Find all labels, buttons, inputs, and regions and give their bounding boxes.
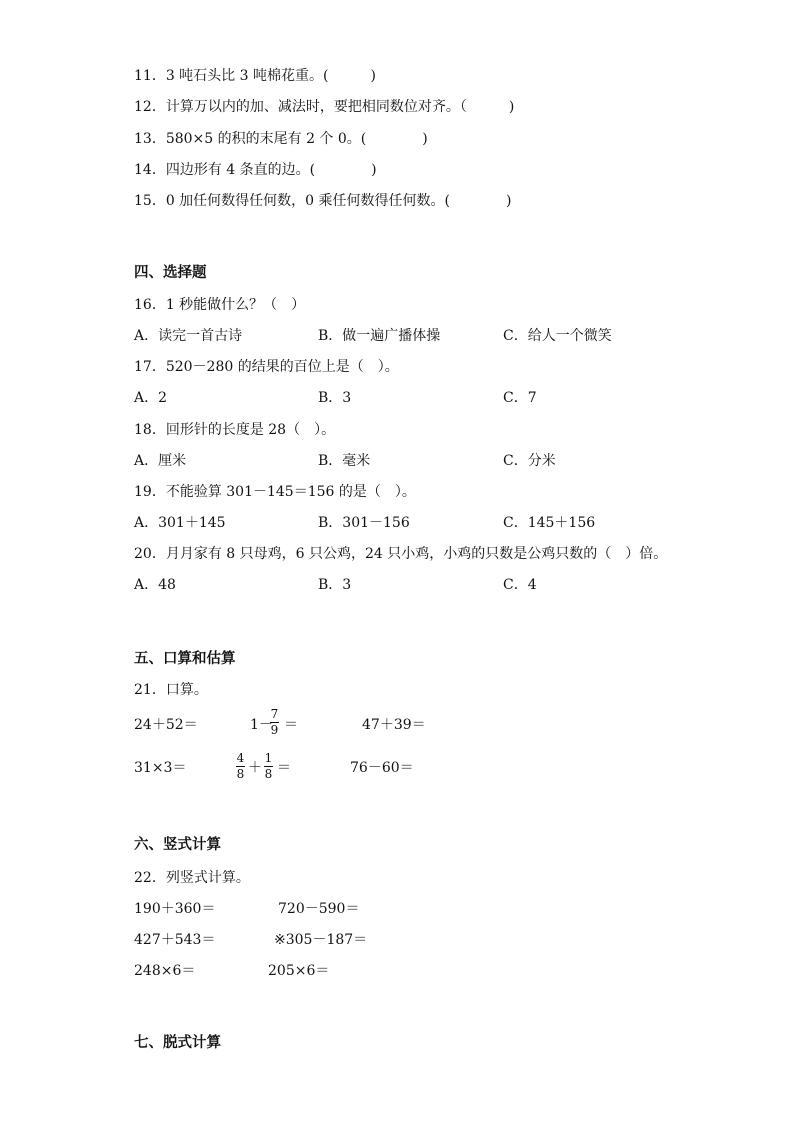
question-21: 21．口算。 — [134, 682, 208, 698]
mental-expr-2-prefix: 1－ — [250, 717, 273, 733]
fraction-denominator: 9 — [270, 723, 279, 737]
choice-question-17: 17．520－280 的结果的百位上是（ ）。 — [134, 359, 399, 375]
choice-option-16-b: B．做一遍广播体操 — [318, 328, 441, 344]
fraction-denominator: 8 — [236, 767, 245, 781]
choice-option-19-b: B．301－156 — [318, 515, 410, 531]
mental-expr-1: 24＋52＝ — [134, 717, 198, 733]
judge-item-12: 12．计算万以内的加、减法时，要把相同数位对齐。（ ) — [134, 99, 515, 115]
choice-question-19: 19．不能验算 301－145＝156 的是（ ）。 — [134, 484, 416, 500]
vertical-expr-2: 720－590＝ — [278, 901, 360, 917]
mental-expr-2-suffix: ＝ — [284, 717, 298, 733]
mental-expr-5-suffix: ＝ — [277, 760, 291, 776]
fraction-denominator: 8 — [264, 767, 273, 781]
judge-item-14: 14．四边形有 4 条直的边。( ) — [134, 162, 377, 178]
judge-item-11: 11．3 吨石头比 3 吨棉花重。( ) — [134, 68, 376, 84]
choice-option-20-a: A．48 — [134, 577, 176, 593]
mental-expr-4: 31×3＝ — [134, 760, 187, 776]
choice-option-19-c: C．145＋156 — [503, 515, 596, 531]
choice-option-20-b: B．3 — [318, 577, 352, 593]
fraction-4-8 — [236, 752, 245, 781]
vertical-expr-5: 248×6＝ — [134, 963, 196, 979]
section-title-mental-math: 五、口算和估算 — [134, 650, 236, 667]
vertical-expr-4: ※305－187＝ — [274, 932, 368, 948]
choice-option-16-c: C．给人一个微笑 — [503, 328, 612, 344]
fraction-7-9 — [270, 708, 279, 737]
choice-option-17-c: C．7 — [503, 390, 537, 406]
choice-option-20-c: C．4 — [503, 577, 537, 593]
choice-option-17-b: B．3 — [318, 390, 352, 406]
fraction-numerator: 4 — [236, 751, 245, 765]
judge-item-13: 13．580×5 的积的末尾有 2 个 0。( ) — [134, 131, 428, 147]
choice-option-18-b: B．毫米 — [318, 453, 371, 469]
choice-option-16-a: A．读完一首古诗 — [134, 328, 243, 344]
question-22: 22．列竖式计算。 — [134, 870, 250, 886]
fraction-numerator: 1 — [264, 751, 273, 765]
mental-expr-6: 76－60＝ — [350, 760, 414, 776]
choice-option-18-c: C．分米 — [503, 453, 556, 469]
section-title-step-calc: 七、脱式计算 — [134, 1034, 221, 1051]
vertical-expr-1: 190＋360＝ — [134, 901, 216, 917]
choice-question-20: 20．月月家有 8 只母鸡，6 只公鸡，24 只小鸡，小鸡的只数是公鸡只数的（ ）倍。 — [134, 546, 668, 562]
mental-expr-3: 47＋39＝ — [362, 717, 426, 733]
judge-item-15: 15．0 加任何数得任何数，0 乘任何数得任何数。( ) — [134, 193, 512, 209]
choice-question-18: 18．回形针的长度是 28（ ）。 — [134, 422, 336, 438]
section-title-vertical-calc: 六、竖式计算 — [134, 836, 221, 853]
vertical-expr-3: 427＋543＝ — [134, 932, 216, 948]
section-title-choice: 四、选择题 — [134, 264, 207, 281]
choice-option-17-a: A．2 — [134, 390, 168, 406]
vertical-expr-6: 205×6＝ — [268, 963, 330, 979]
fraction-1-8 — [264, 752, 273, 781]
choice-option-18-a: A．厘米 — [134, 453, 187, 469]
mental-expr-5-operator: ＋ — [248, 760, 262, 776]
choice-option-19-a: A．301＋145 — [134, 515, 226, 531]
choice-question-16: 16．1 秒能做什么？（ ） — [134, 297, 306, 313]
fraction-numerator: 7 — [270, 707, 279, 721]
